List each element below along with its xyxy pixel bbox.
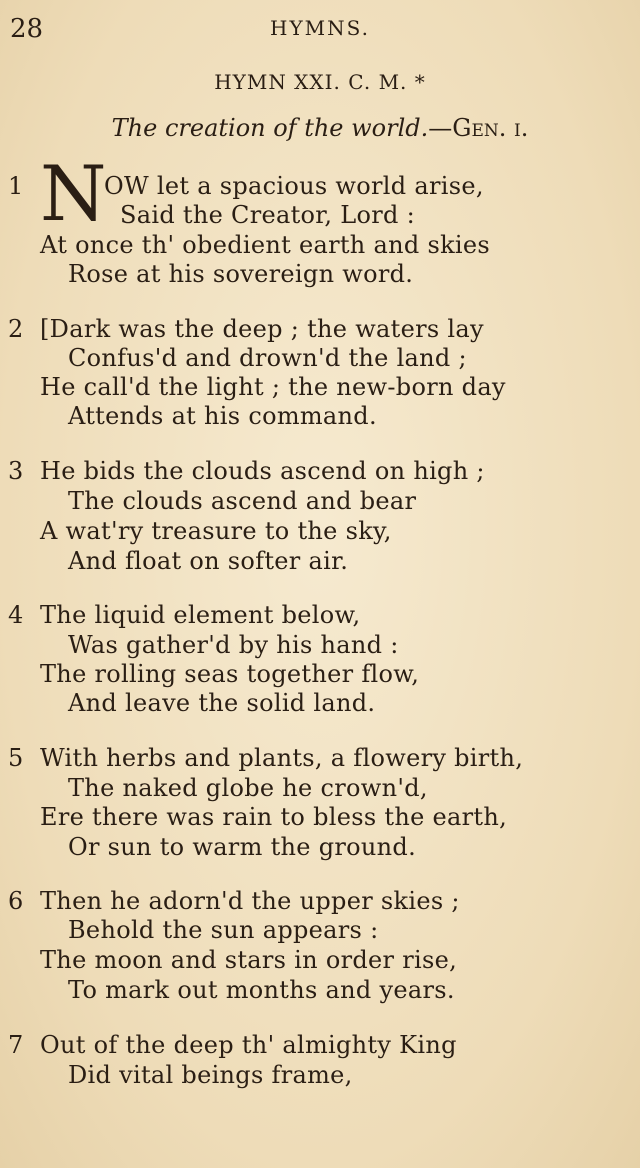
verse-line: Did vital beings frame, (68, 1061, 353, 1089)
verse-line: At once th' obedient earth and skies (40, 231, 491, 259)
stanza-number: 3 (8, 457, 24, 485)
verse-line: Behold the sun appears : (68, 916, 379, 944)
verse-line: OW let a spacious world arise, (104, 172, 484, 200)
verse-line: [Dark was the deep ; the waters lay (40, 315, 484, 343)
verse-line: Rose at his sovereign word. (68, 260, 414, 288)
verse-line: Ere there was rain to bless the earth, (40, 803, 508, 831)
verse-line: The liquid element below, (40, 601, 361, 629)
hymn-subtitle (0, 114, 640, 142)
verse-line: With herbs and plants, a flowery birth, (40, 744, 524, 772)
hymn-title: HYMN XXI. C. M. * (214, 70, 426, 94)
scripture-reference: —Gen. i. (428, 114, 529, 142)
verse-line: Or sun to warm the ground. (68, 833, 416, 861)
page-number: 28 (10, 14, 44, 44)
verse-line: And leave the solid land. (68, 689, 376, 717)
verse-line: Confus'd and drown'd the land ; (68, 344, 467, 372)
verse-line: Then he adorn'd the upper skies ; (40, 887, 460, 915)
stanza-number: 1 (8, 172, 24, 200)
verse-line: The clouds ascend and bear (68, 487, 417, 515)
verse-line: The naked globe he crown'd, (68, 774, 428, 802)
stanza-number: 4 (8, 601, 24, 629)
verse-line: And float on softer air. (68, 547, 349, 575)
verse-line: Said the Creator, Lord : (120, 201, 416, 229)
stanza-number: 5 (8, 744, 24, 772)
verse-line: He bids the clouds ascend on high ; (40, 457, 485, 485)
stanza-number: 2 (8, 315, 24, 343)
verse-line: The moon and stars in order rise, (40, 946, 458, 974)
verse-line: To mark out months and years. (68, 976, 455, 1004)
verse-line: The rolling seas together flow, (40, 660, 420, 688)
stanza-number: 7 (8, 1031, 24, 1059)
verse-line: A wat'ry treasure to the sky, (40, 517, 392, 545)
running-head: HYMNS. (270, 16, 370, 40)
verse-line: Out of the deep th' almighty King (40, 1031, 457, 1059)
stanza-number: 6 (8, 887, 24, 915)
verse-line: Attends at his command. (68, 402, 377, 430)
drop-cap: N (40, 149, 107, 238)
subtitle-text: The creation of the world. (111, 114, 429, 142)
verse-line: Was gather'd by his hand : (68, 631, 399, 659)
verse-line: He call'd the light ; the new-born day (40, 373, 506, 401)
